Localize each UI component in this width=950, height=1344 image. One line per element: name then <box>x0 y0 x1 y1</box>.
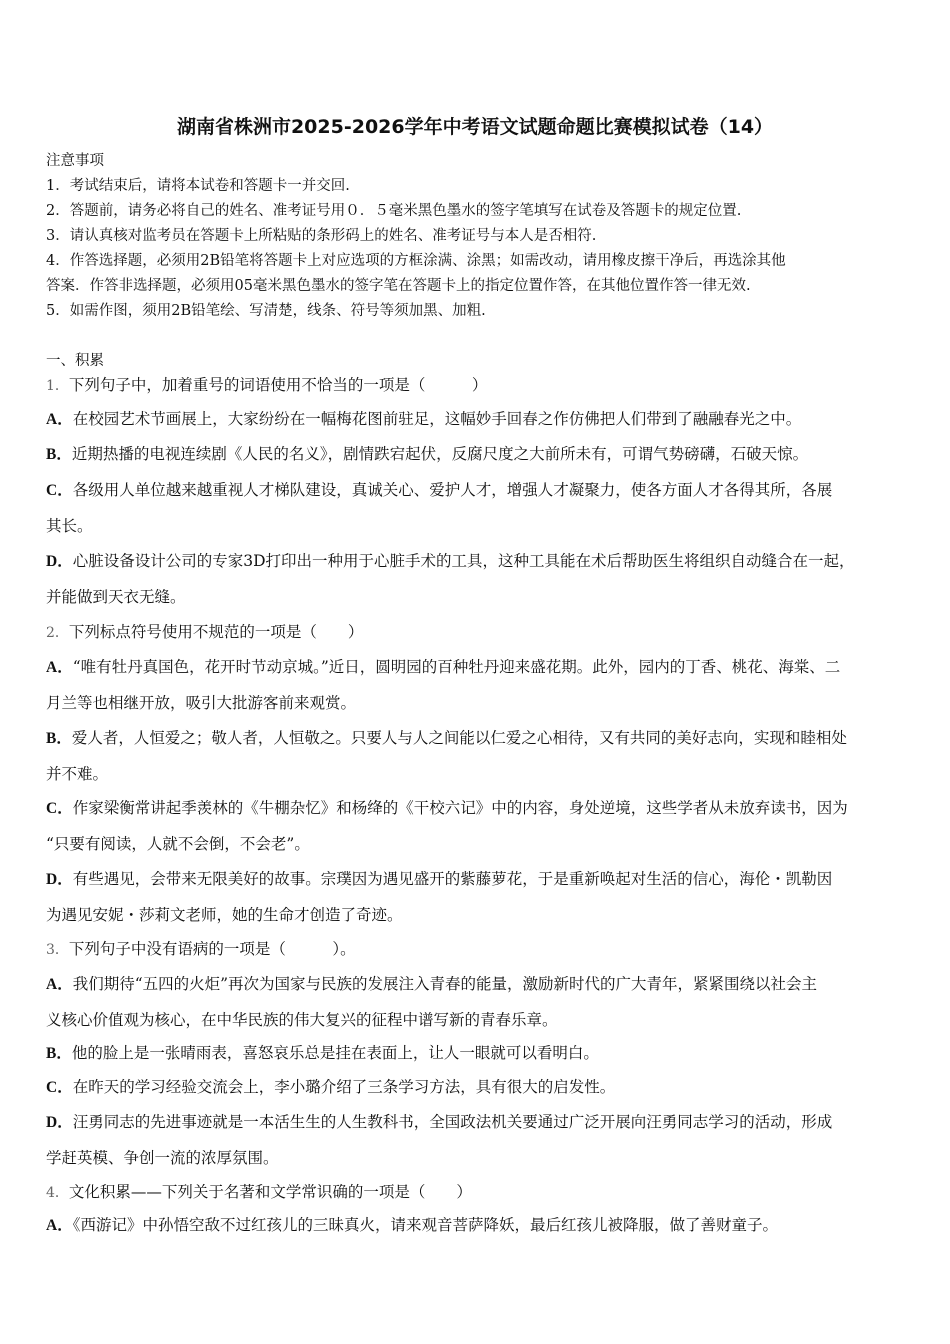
question-stem <box>46 621 363 644</box>
option-a[interactable] <box>46 973 817 996</box>
option-label: D． <box>46 1114 73 1131</box>
option-text: 在昨天的学习经验交流会上，李小璐介绍了三条学习方法，具有很大的启发性。 <box>72 1078 616 1096</box>
option-d-continued: 学赶英模、争创一流的浓厚氛围。 <box>46 1149 279 1167</box>
question-stem <box>46 938 356 961</box>
option-b-continued: 并不难。 <box>46 765 109 783</box>
option-label: B． <box>46 730 72 747</box>
notice-item: 2．答题前，请务必将自己的姓名、准考证号用０．５毫米黑色墨水的签字笔填写在试卷及答题卡的规定位置. <box>46 203 742 219</box>
option-text: 各级用人单位越来越重视人才梯队建设，真诚关心、爱护人才，增强人才凝聚力，使各方面人才各得其所，各展 <box>72 481 833 499</box>
option-text: 有些遇见，会带来无限美好的故事。宗璞因为遇见盛开的紫藤萝花，于是重新唤起对生活的信心，海伦・凯勒因 <box>72 870 833 888</box>
option-c-continued: 其长。 <box>46 517 93 535</box>
question-text: 下列句子中，加着重号的词语使用不恰当的一项是（ ） <box>68 376 488 394</box>
option-label: C． <box>46 1079 73 1096</box>
option-c-continued: “只要有阅读，人就不会倒，不会老”。 <box>46 835 310 853</box>
option-text: 近期热播的电视连续剧《人民的名义》，剧情跌宕起伏，反腐尺度之大前所未有，可谓气势磅礴，石破天惊。 <box>71 445 809 463</box>
option-d-continued: 并能做到天衣无缝。 <box>46 588 186 606</box>
question-number: 2． <box>46 625 69 641</box>
question-stem <box>46 374 487 397</box>
option-label: A． <box>46 659 73 676</box>
option-text: 他的脸上是一张晴雨表，喜怒哀乐总是挂在表面上，让人一眼就可以看明白。 <box>71 1044 599 1062</box>
question-text: 文化积累——下列关于名著和文学常识确的一项是（ ） <box>68 1183 472 1201</box>
option-a-continued: 义核心价值观为核心，在中华民族的伟大复兴的征程中谱写新的青春乐章。 <box>46 1011 558 1029</box>
option-text: 作家梁衡常讲起季羡林的《牛棚杂忆》和杨绛的《干校六记》中的内容，身处逆境，这些学者从未放弃读书，因为 <box>72 799 848 817</box>
option-text: 汪勇同志的先进事迹就是一本活生生的人生教科书，全国政法机关要通过广泛开展向汪勇同志学习的活动，形成 <box>72 1113 833 1131</box>
notice-heading: 注意事项 <box>46 153 104 169</box>
option-c[interactable] <box>46 479 832 502</box>
question-text: 下列标点符号使用不规范的一项是（ ） <box>68 623 364 641</box>
page-title: 湖南省株洲市2025-2026学年中考语文试题命题比赛模拟试卷（14） <box>176 116 774 138</box>
option-b[interactable] <box>46 443 808 466</box>
question-number: 1． <box>46 378 69 394</box>
notice-item: 5．如需作图，须用2B铅笔绘、写清楚，线条、符号等须加黑、加粗. <box>46 303 486 319</box>
section-heading: 一、积累 <box>46 353 104 369</box>
option-label: A． <box>46 976 73 993</box>
notice-item: 答案．作答非选择题，必须用05毫米黑色墨水的签字笔在答题卡上的指定位置作答，在其他位置作答一律无效. <box>46 278 751 294</box>
option-text: “唯有牡丹真国色，花开时节动京城。”近日，圆明园的百种牡丹迎来盛花期。此外，园内的丁香、桃花、海棠、二 <box>72 658 841 676</box>
option-label: A． <box>46 411 73 428</box>
option-text: 在校园艺术节画展上，大家纷纷在一幅梅花图前驻足，这幅妙手回春之作仿佛把人们带到了融融春光之中。 <box>72 410 802 428</box>
option-a[interactable] <box>46 656 840 679</box>
option-label: C． <box>46 482 73 499</box>
question-stem <box>46 1181 472 1204</box>
question-text: 下列句子中没有语病的一项是（ ）。 <box>68 940 356 958</box>
notice-item: 4．作答选择题，必须用2B铅笔将答题卡上对应选项的方框涂满、涂黑；如需改动，请用橡皮擦干净后，再选涂其他 <box>46 253 786 269</box>
option-text: 我们期待“五四的火炬”再次为国家与民族的发展注入青春的能量，激励新时代的广大青年，紧紧围绕以社会主 <box>72 975 818 993</box>
option-a[interactable] <box>46 1214 778 1237</box>
option-text: 爱人者，人恒爱之；敬人者，人恒敬之。只要人与人之间能以仁爱之心相待，又有共同的美好志向，实现和睦相处 <box>71 729 847 747</box>
option-b[interactable] <box>46 727 847 750</box>
option-a[interactable] <box>46 408 801 431</box>
option-b[interactable] <box>46 1042 599 1065</box>
option-d[interactable] <box>46 868 832 891</box>
option-d-continued: 为遇见安妮・莎莉文老师，她的生命才创造了奇迹。 <box>46 906 403 924</box>
option-label: D． <box>46 553 73 570</box>
notice-item: 3．请认真核对监考员在答题卡上所粘贴的条形码上的姓名、准考证号与本人是否相符. <box>46 228 597 244</box>
option-label: A． <box>46 1217 73 1234</box>
question-number: 4． <box>46 1185 69 1201</box>
option-label: D． <box>46 871 73 888</box>
option-label: B． <box>46 446 72 463</box>
option-c[interactable] <box>46 797 848 820</box>
option-label: B． <box>46 1045 72 1062</box>
option-c[interactable] <box>46 1076 615 1099</box>
option-text: 心脏设备设计公司的专家3D打印出一种用于心脏手术的工具，这种工具能在术后帮助医生将组织自动缝合在一起， <box>72 552 855 570</box>
question-number: 3． <box>46 942 69 958</box>
option-d[interactable] <box>46 1111 832 1134</box>
option-d[interactable] <box>46 550 855 573</box>
option-label: C． <box>46 800 73 817</box>
notice-item: 1．考试结束后，请将本试卷和答题卡一并交回. <box>46 178 350 194</box>
option-text: 《西游记》中孙悟空敌不过红孩儿的三昧真火，请来观音菩萨降妖，最后红孩儿被降服，做了善财童子。 <box>72 1216 778 1234</box>
option-a-continued: 月兰等也相继开放，吸引大批游客前来观赏。 <box>46 694 357 712</box>
